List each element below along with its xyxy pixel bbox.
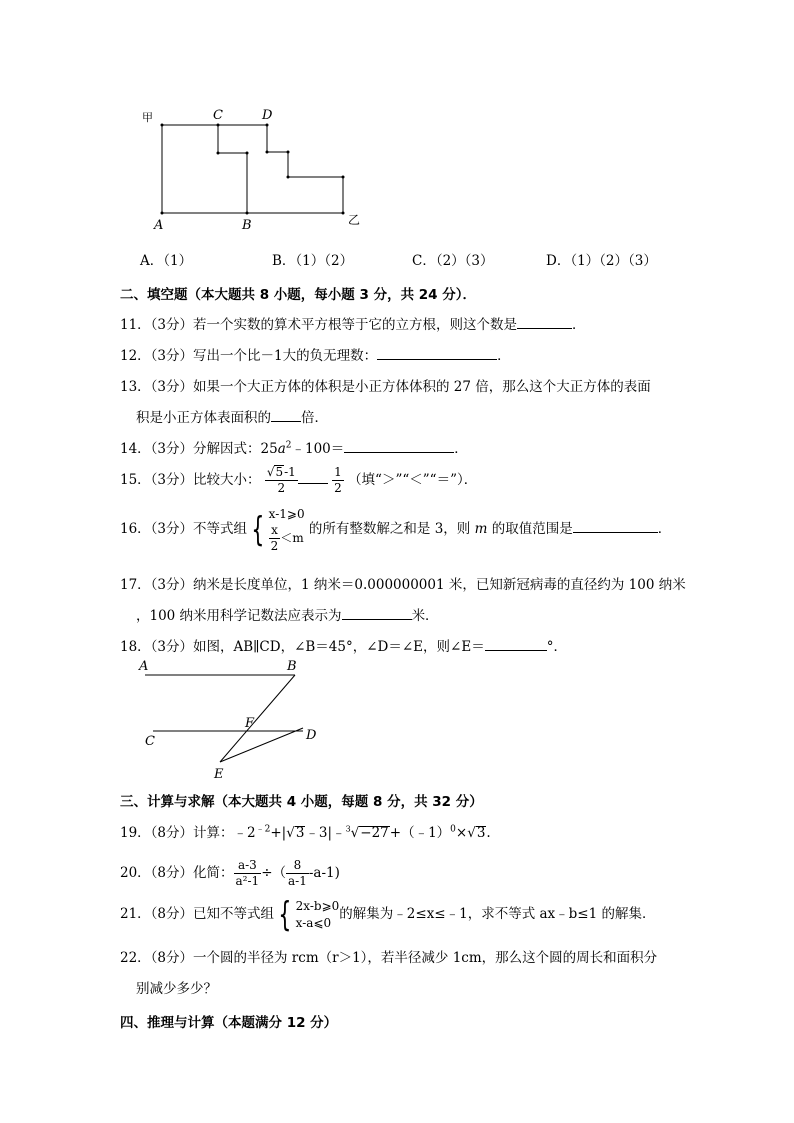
q16-system: x-1⩾0 $\frac{x}{2}$ ＜m [268,506,305,553]
q15-fraction-1: $\frac{√5-1}{2}$ [266,465,296,495]
q18-deg: °． [546,639,567,655]
label-d2: D [306,728,317,743]
question-19: 19．（8分）计算：$﹣2^{﹣2}+|√3﹣3|﹣^3√-27+(﹣1)^0\times√3$. [120,824,491,841]
label-e: E [214,767,224,782]
q15-post: （填“＞”“＜”“＝”）． [348,472,478,488]
outer-shape [162,125,343,213]
section-3-title: 三、计算与求解（本大题共 4 小题，每题 8 分，共 32 分） [120,794,483,810]
q15-den: 2 [277,481,286,495]
question-14: 14．（3分）分解因式：$25a^2﹣100=$ ． [120,437,468,457]
q21-system: 2x-b⩾0 x-a⩽0 [295,898,340,930]
q13-tail: 倍． [301,410,328,426]
section-4-title: 四、推理与计算（本题满分 12 分） [120,1015,338,1031]
q14-text: 14．（3分）分解因式：25 [120,441,278,457]
question-13-line1: 13．（3分）如果一个大正方体的体积是小正方体体积的 27 倍，那么这个大正方体的表面 [120,379,651,395]
q16-mid: 的所有整数解之和是 3，则 [308,521,471,537]
q16-text: 16．（3分）不等式组 [120,521,248,537]
q11-text: 11．（3分）若一个实数的算术平方根等于它的立方根，则这个数是 [120,317,518,333]
label-b2: B [287,659,297,674]
q15-num-rest: -1 [284,465,296,479]
section-2-title: 二、填空题（本大题共 8 小题，每小题 3 分，共 24 分）． [120,287,477,303]
question-16: 16．（3分）不等式组 { x-1⩾0 $\frac{x}{2}$ ＜m 的所有整数解之和是 3，则 m 的取值范围是 ． [120,506,672,553]
label-a: A [154,218,164,233]
q18-answer-blank[interactable] [485,636,547,651]
q17-unit: 米． [411,608,439,624]
question-11: 11．（3分）若一个实数的算术平方根等于它的立方根，则这个数是 ． [120,313,586,333]
question-21: 21．（8分）已知不等式组 { 2x-b⩾0 x-a⩽0 的解集为﹣2≤x≤﹣1，求不等式 ax﹣b≤1 的解集． [120,894,656,935]
q14-var: a [277,441,286,457]
label-jia: 甲 [142,111,153,124]
q14-answer-blank[interactable] [344,438,454,453]
q16-var: m [474,521,488,537]
question-20: 20．（8分）化简： $\frac{a-3}{\text{a²-1}}$ ÷（ $\frac{8}{a-1}$ -a-1) [120,858,340,888]
question-15 [120,463,477,497]
q14-exp: 2 [285,440,292,451]
line-be [220,675,295,762]
q15-answer-blank[interactable] [298,475,328,484]
label-c2: C [145,734,155,749]
q16-answer-blank[interactable] [573,518,658,533]
label-a2: A [139,659,149,674]
q13-text: 积是小正方体表面积的 [136,410,271,426]
figure-staircase [130,100,370,240]
q12-text: 12．（3分）写出一个比－1大的负无理数： [120,348,378,364]
q21-brace: { [278,894,292,935]
q10-option-a: A．（1） [140,253,193,269]
question-12: 12．（3分）写出一个比－1大的负无理数： ． [120,344,511,364]
q17-answer-blank[interactable] [342,605,412,620]
question-17-line2 [136,604,439,624]
label-yi: 乙 [348,213,361,227]
figure-parallel-lines [135,655,335,785]
q10-option-b: B．（1）（2） [272,253,354,269]
q14-post: ﹣100＝ [291,441,345,457]
q12-answer-blank[interactable] [377,345,497,360]
q20-fraction-2: $\frac{8}{a-1}$ [288,858,307,888]
label-f: F [245,716,255,731]
q16-brace: { [251,509,265,550]
label-b: B [242,218,252,233]
label-c: C [213,108,223,123]
q15-fraction-2: $\frac{1}{2}$ [334,465,342,495]
line-ed [220,728,303,762]
q11-answer-blank[interactable] [517,314,572,329]
q10-option-d: D．（1）（2）（3） [546,253,657,269]
question-18 [120,635,567,655]
q10-option-c: C．（2）（3） [412,253,494,269]
q15-sqrt: 5 [275,465,284,479]
inner-path [218,125,247,213]
q15-text: 15．（3分）比较大小： [120,472,261,488]
question-22-line2: 别减少多少？ [136,981,217,997]
question-13-line2 [136,406,328,426]
q18-text: 18．（3分）如图，AB∥CD，∠B＝45°，∠D＝∠E，则∠E＝ [120,639,485,655]
question-17-line1: 17．（3分）纳米是长度单位，1 纳米＝0.000000001 米，已知新冠病毒的直径约为 100 纳米 [120,577,686,593]
q13-answer-blank[interactable] [271,407,301,422]
q16-post: 的取值范围是 [491,521,573,537]
q17-text: ，100 纳米用科学记数法应表示为 [136,608,342,624]
q20-fraction-1: $\frac{a-3}{\text{a²-1}}$ [235,858,260,888]
label-d: D [262,108,273,123]
question-22-line1: 22．（8分）一个圆的半径为 rcm（r＞1），若半径减少 1cm，那么这个圆的周长和面积分 [120,950,658,966]
